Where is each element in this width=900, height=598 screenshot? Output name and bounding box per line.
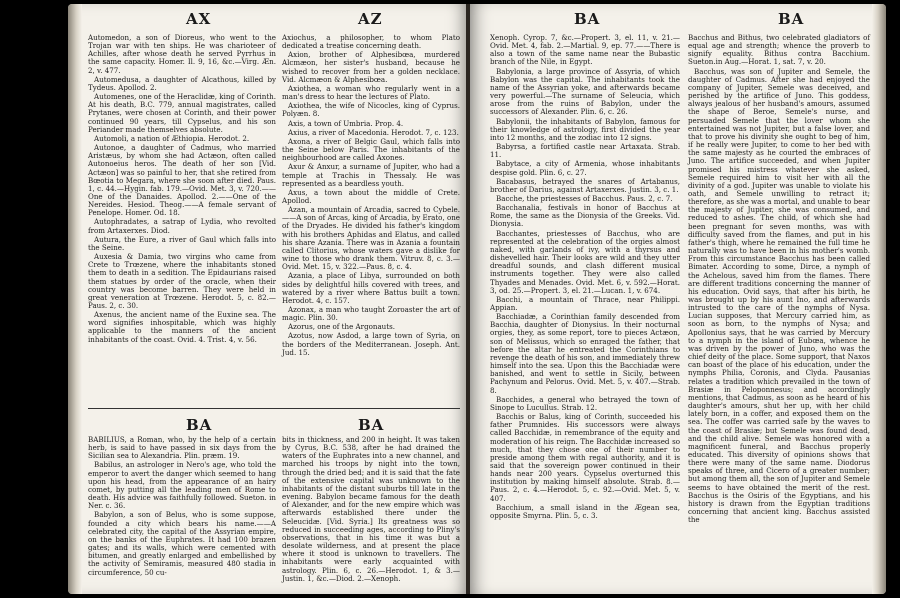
entry-paragraph: Bacchis or Balus, king of Corinth, succeeded his father Prumnides. His successors were always called Bacchidæ, in remembrance of the equity and moderation of his reign. The Bacchidæ increased so much, that they chose one of their number to preside among them with regal authority, and it is said that the sovereign power continued in their hands near 200 years. Cypselus overturned this institution by making himself absolute. Strab. 8.—Paus. 2, c. 4.—Herodot. 5, c. 92.—Ovid. Met. 5, v. 407. bbox=[490, 412, 680, 503]
entry-paragraph: Babilus, an astrologer in Nero's age, who told the emperor to avert the danger which seemed to hang upon his head, from the appearance of an hairy comet, by putting all the leading men of Rome to death. His advice was faithfully followed. Sueton. in Ner. c. 36. bbox=[88, 460, 276, 511]
entry-paragraph: Autophradates, a satrap of Lydia, who revolted from Artaxerxes. Diod. bbox=[88, 217, 276, 235]
left-upper-column-1 bbox=[88, 34, 276, 406]
header-ba-right-1: BA bbox=[574, 10, 601, 28]
entry-paragraph: Autonoe, a daughter of Cadmus, who married Aristæus, by whom she had Actæon, often called Autonoeius heros. The death of her son [Vid. Actæon] was so painful to her, that she retired from Bœotia to Megara, where she soon after died. Paus. 1, c. 44.—Hygin. fab. 179.—Ovid. Met. 3, v. 720.——One of the Danaides. Apollod. 2.——One of the Nereides. Hesiod. Theog.——A female servant of Penelope. Homer. Od. 18. bbox=[88, 143, 276, 218]
entry-paragraph: Axona, a river of Belgic Gaul, which falls into the Seine below Paris. The inhabitants of the neighbourhood are called Axones. bbox=[282, 136, 460, 163]
entry-paragraph: Azorus, one of the Argonauts. bbox=[288, 322, 395, 332]
entry-paragraph: Bacchi, a mountain of Thrace, near Philippi. Appian. bbox=[490, 294, 680, 312]
entry-paragraph: Automedusa, a daughter of Alcathous, killed by Tydeus. Apollod. 2. bbox=[88, 74, 276, 92]
entry-paragraph: Axiothea, a woman who regularly went in a man's dress to hear the lectures of Plato. bbox=[282, 83, 460, 102]
entry-paragraph: Autura, the Eure, a river of Gaul which falls into the Seine. bbox=[88, 234, 276, 252]
entry-paragraph: bits in thickness, and 200 in height. It was taken by Cyrus, B.C. 538, after he had drained the waters of the Euphrates into a new channel, and marched his troops by night into the town, through the dried bed; and it is said that the fate of the extensive capital was unknown to the inhabitants of the distant suburbs till late in the evening. Babylon became famous for the death of Alexander, and for the new empire which was afterwards established there under the Seleucidæ. [Vid. Syria.] Its greatness was so reduced in succeeding ages, according to Pliny's observations, that in his time it was but a desolate wilderness, and at present the place where it stood is unknown to travellers. The inhabitants were early acquainted with astrology. Plin. 6, c. 26.—Herodot. 1, & 3.—Justin. 1, &c.—Diod. 2.—Xenoph. bbox=[282, 435, 460, 583]
entry-paragraph: Axur & Anxur, a surname of Jupiter, who had a temple at Trachis in Thessaly. He was represented as a beardless youth. bbox=[282, 162, 460, 188]
entry-paragraph: Axis, a town of Umbria. Prop. 4. bbox=[288, 118, 404, 128]
entry-paragraph: Axius, a river of Macedonia. Herodot. 7, c. 123. bbox=[288, 127, 459, 137]
entry-paragraph: Babylonii, the inhabitants of Babylon, famous for their knowledge of astrology, first divided the year into 12 months, and the zodiac into 12 signs. bbox=[490, 116, 680, 142]
entry-paragraph: Auxesia & Damia, two virgins who came from Crete to Trœzene, where the inhabitants stoned them to death in a sedition. The Epidaurians raised them statues by order of the oracle, when their country was become barren. They were held in great veneration at Trœzene. Herodot. 5, c. 82.—Paus. 2, c. 30. bbox=[88, 252, 276, 310]
right-column-1 bbox=[490, 34, 680, 586]
right-page bbox=[470, 4, 886, 594]
left-lower-column-2 bbox=[282, 436, 460, 586]
left-lower-column-1 bbox=[88, 436, 276, 586]
entry-paragraph: Bacche, the priestesses of Bacchus. Paus. 2, c. 7. bbox=[496, 193, 673, 203]
open-book bbox=[68, 4, 886, 594]
entry-paragraph: Automoli, a nation of Æthiopia. Herodot. 2. bbox=[94, 133, 250, 143]
header-ba-lower-2: BA bbox=[358, 416, 385, 434]
entry-paragraph: Bacchides, a general who betrayed the town of Sinope to Lucullus. Strab. 12. bbox=[490, 394, 680, 412]
left-upper-column-2 bbox=[282, 34, 460, 406]
entry-paragraph: Xenoph. Cyrop. 7, &c.—Propert. 3, el. 11, v. 21.—Ovid. Met. 4, fab. 2.—Martial. 9, ep. 77.——There is also a town of the same name near the Bubastic branch of the Nile, in Egypt. bbox=[490, 33, 680, 67]
entry-paragraph: Bacchantes, priestesses of Bacchus, who are represented at the celebration of the orgies almost naked, with garlands of ivy, with a thyrsus and dishevelled hair. Their looks are wild and they utter dreadful sounds, and clash different musical instruments together. They were also called Thyades and Menades. Ovid. Met. 6, v. 592.—Horat. 3, od. 25.—Propert. 3, el. 21.—Lucan. 1, v. 674. bbox=[490, 228, 680, 295]
header-ax: AX bbox=[186, 10, 212, 28]
section-rule bbox=[88, 408, 460, 409]
entry-paragraph: Azonax, a man who taught Zoroaster the art of magic. Plin. 30. bbox=[282, 305, 460, 323]
entry-paragraph: Babyrsa, a fortified castle near Artaxata. Strab. 11. bbox=[490, 142, 680, 160]
entry-paragraph: Axiochus, a philosopher, to whom Plato dedicated a treatise concerning death. bbox=[282, 33, 460, 51]
entry-paragraph: Bacchus, was son of Jupiter and Semele, the daughter of Cadmus. After she had enjoyed the company of Jupiter, Semele was deceived, and perished by the artifice of Juno. This goddess, always jealous of her husband's amours, assumed the shape of Beroe, Semele's nurse, and persuaded Semele that the lover whom she entertained was not Jupiter, but a false lover, and that to prove his divinity she ought to beg of him, if he really were Jupiter, to come to her bed with the same majesty as he courted the embraces of Juno. The artifice succeeded, and when Jupiter promised his mistress whatever she asked, Semele required him to visit her with all the divinity of a god. Jupiter was unable to violate his oath, and Semele unwilling to retract it; therefore, as she was a mortal, and unable to bear the majesty of Jupiter, she was consumed, and reduced to ashes. The child, of which she had been pregnant for seven months, was with difficulty saved from the flames, and put in his father's thigh, where he remained the full time he naturally was to have been in his mother's womb. From this circumstance Bacchus has been called Bimater. According to some, Dirce, a nymph of the Achelous, saved him from the flames. There are different traditions concerning the manner of his education. Ovid says, that after his birth, he was brought up by his aunt Ino, and afterwards intrusted to the care of the nymphs of Nysa. Lucian supposes, that Mercury carried him, as soon as born, to the nymphs of Nysa; and Apollonius says, that he was carried by Mercury to a nymph in the island of Eubœa, whence he was driven by the power of Juno, who was the chief deity of the place. Some support, that Naxos can boast of the place of his education, under the nymphs Philia, Coronis, and Clyda. Pausanias relates a tradition which prevailed in the town of Brasiæ in Peloponnesus; and accordingly mentions, that Cadmus, as soon as he heard of his daughter's amours, shut her up, with her child lately born, in a coffer, and exposed them on the sea. The coffer was carried safe by the waves to the coast of Brasiæ; but Semele was found dead, and the child alive. Semele was honored with a magnificent funeral, and Bacchus properly educated. This diversity of opinions shows that there were many of the same name. Diodorus speaks of three, and Cicero of a greater number; but among them all, the son of Jupiter and Semele seems to have obtained the merit of the rest. Bacchus is the Osiris of the Egyptians, and his history is drawn from the Egyptian traditions concerning that ancient king. Bacchus assisted the bbox=[688, 66, 870, 525]
header-ba-right-2: BA bbox=[778, 10, 805, 28]
entry-paragraph: Bacchiadæ, a Corinthian family descended from Bacchia, daughter of Dionysius. In their nocturnal orgies, they, as some report, tore to pieces Actæon, son of Melissus, which so enraged the father, that before the altar he entreated the Corinthians to revenge the death of his son, and immediately threw himself into the sea. Upon this the Bacchiadæ were banished, and went to settle in Sicily, between Pachynum and Pelorus. Ovid. Met. 5, v. 407.—Strab. 8. bbox=[490, 312, 680, 395]
entry-paragraph: Azotus, now Asdod, a large town of Syria, on the borders of the Mediterranean. Joseph. Ant. Jud. 15. bbox=[282, 331, 460, 357]
entry-paragraph: Bacabasus, betrayed the snares of Artabanus, brother of Darius, against Artaxerxes. Justin. 3, c. 1. bbox=[490, 176, 680, 194]
entry-paragraph: Automedon, a son of Dioreus, who went to the Trojan war with ten ships. He was charioteer of Achilles, after whose death he served Pyrrhus in the same capacity. Homer. Il. 9, 16, &c.—Virg. Æn. 2, v. 477. bbox=[88, 33, 276, 75]
entry-paragraph: Babylonia, a large province of Assyria, of which Babylon was the capital. The inhabitants took the name of the Assyrian yoke, and afterwards became very powerful.—The surname of Seleucia, which arose from the ruins of Babylon, under the successors of Alexander. Plin. 6, c. 26. bbox=[490, 66, 680, 117]
entry-paragraph: Azania, a place of Libya, surrounded on both sides by delightful hills covered with trees, and watered by a river where Battus built a town. Herodot. 4, c. 157. bbox=[282, 271, 460, 305]
left-page bbox=[68, 4, 468, 594]
entry-paragraph: Automenes, one of the Heraclidæ, king of Corinth. At his death, B.C. 779, annual magistrates, called Prytanes, were chosen at Corinth, and their power continued 90 years, till Cypselus, and his son Periander made themselves absolute. bbox=[88, 92, 276, 134]
entry-paragraph: Bacchium, a small island in the Ægean sea, opposite Smyrna. Plin. 5, c. 3. bbox=[490, 502, 680, 520]
header-ba-lower-1: BA bbox=[186, 416, 213, 434]
entry-paragraph: Axion, brother of Alphesibœa, murdered Alcmæon, her sister's husband, because he wished to recover from her a golden necklace. Vid. Alcmæon & Alphesibœa. bbox=[282, 50, 460, 84]
page-edge-left bbox=[68, 4, 82, 594]
entry-paragraph: Azan, a mountain of Arcadia, sacred to Cybele.——A son of Arcas, king of Arcadia, by Erato, one of the Dryades. He divided his father's kingdom with his brothers Aphidas and Elatus, and called his share Azania. There was in Azania a fountain called Clitorius, whose waters gave a dislike for wine to those who drank them. Vitruv. 8, c. 3.—Ovid. Met. 15, v. 322.—Paus. 8, c. 4. bbox=[282, 205, 460, 272]
entry-paragraph: Babytace, a city of Armenia, whose inhabitants despise gold. Plin. 6, c. 27. bbox=[490, 159, 680, 177]
entry-paragraph: Axus, a town about the middle of Crete. Apollod. bbox=[282, 187, 460, 205]
entry-paragraph: BABILIUS, a Roman, who, by the help of a certain herb, is said to have passed in six days from the Sicilian sea to Alexandria. Plin. præm. 19. bbox=[88, 435, 276, 461]
entry-paragraph: Bacchus and Bithus, two celebrated gladiators of equal age and strength; whence the proverb to signify equality. Bithus contra Bacchium. Sueton.in Aug.—Horat. 1, sat. 7, v. 20. bbox=[688, 33, 870, 67]
right-column-2 bbox=[688, 34, 870, 586]
entry-paragraph: Axiothea, the wife of Nicocles, king of Cyprus. Polyæn. 8. bbox=[282, 101, 460, 119]
entry-paragraph: Bacchanalia, festivals in honor of Bacchus at Rome, the same as the Dionysia of the Greeks. Vid. Dionysia. bbox=[490, 203, 680, 229]
header-az: AZ bbox=[358, 10, 383, 28]
entry-paragraph: Babylon, a son of Belus, who is some suppose, founded a city which bears his name.——A celebrated city, the capital of the Assyrian empire, on the banks of the Euphrates. It had 100 brazen gates; and its walls, which were cemented with bitumen, and greatly enlarged and embellished by the activity of Semiramis, measured 480 stadia in circumference, 50 cu- bbox=[88, 510, 276, 577]
entry-paragraph: Axenus, the ancient name of the Euxine sea. The word signifies inhospitable, which was highly applicable to the manners of the ancient inhabitants of the coast. Ovid. 4. Trist. 4, v. 56. bbox=[88, 310, 276, 344]
page-edge-right bbox=[872, 4, 886, 594]
